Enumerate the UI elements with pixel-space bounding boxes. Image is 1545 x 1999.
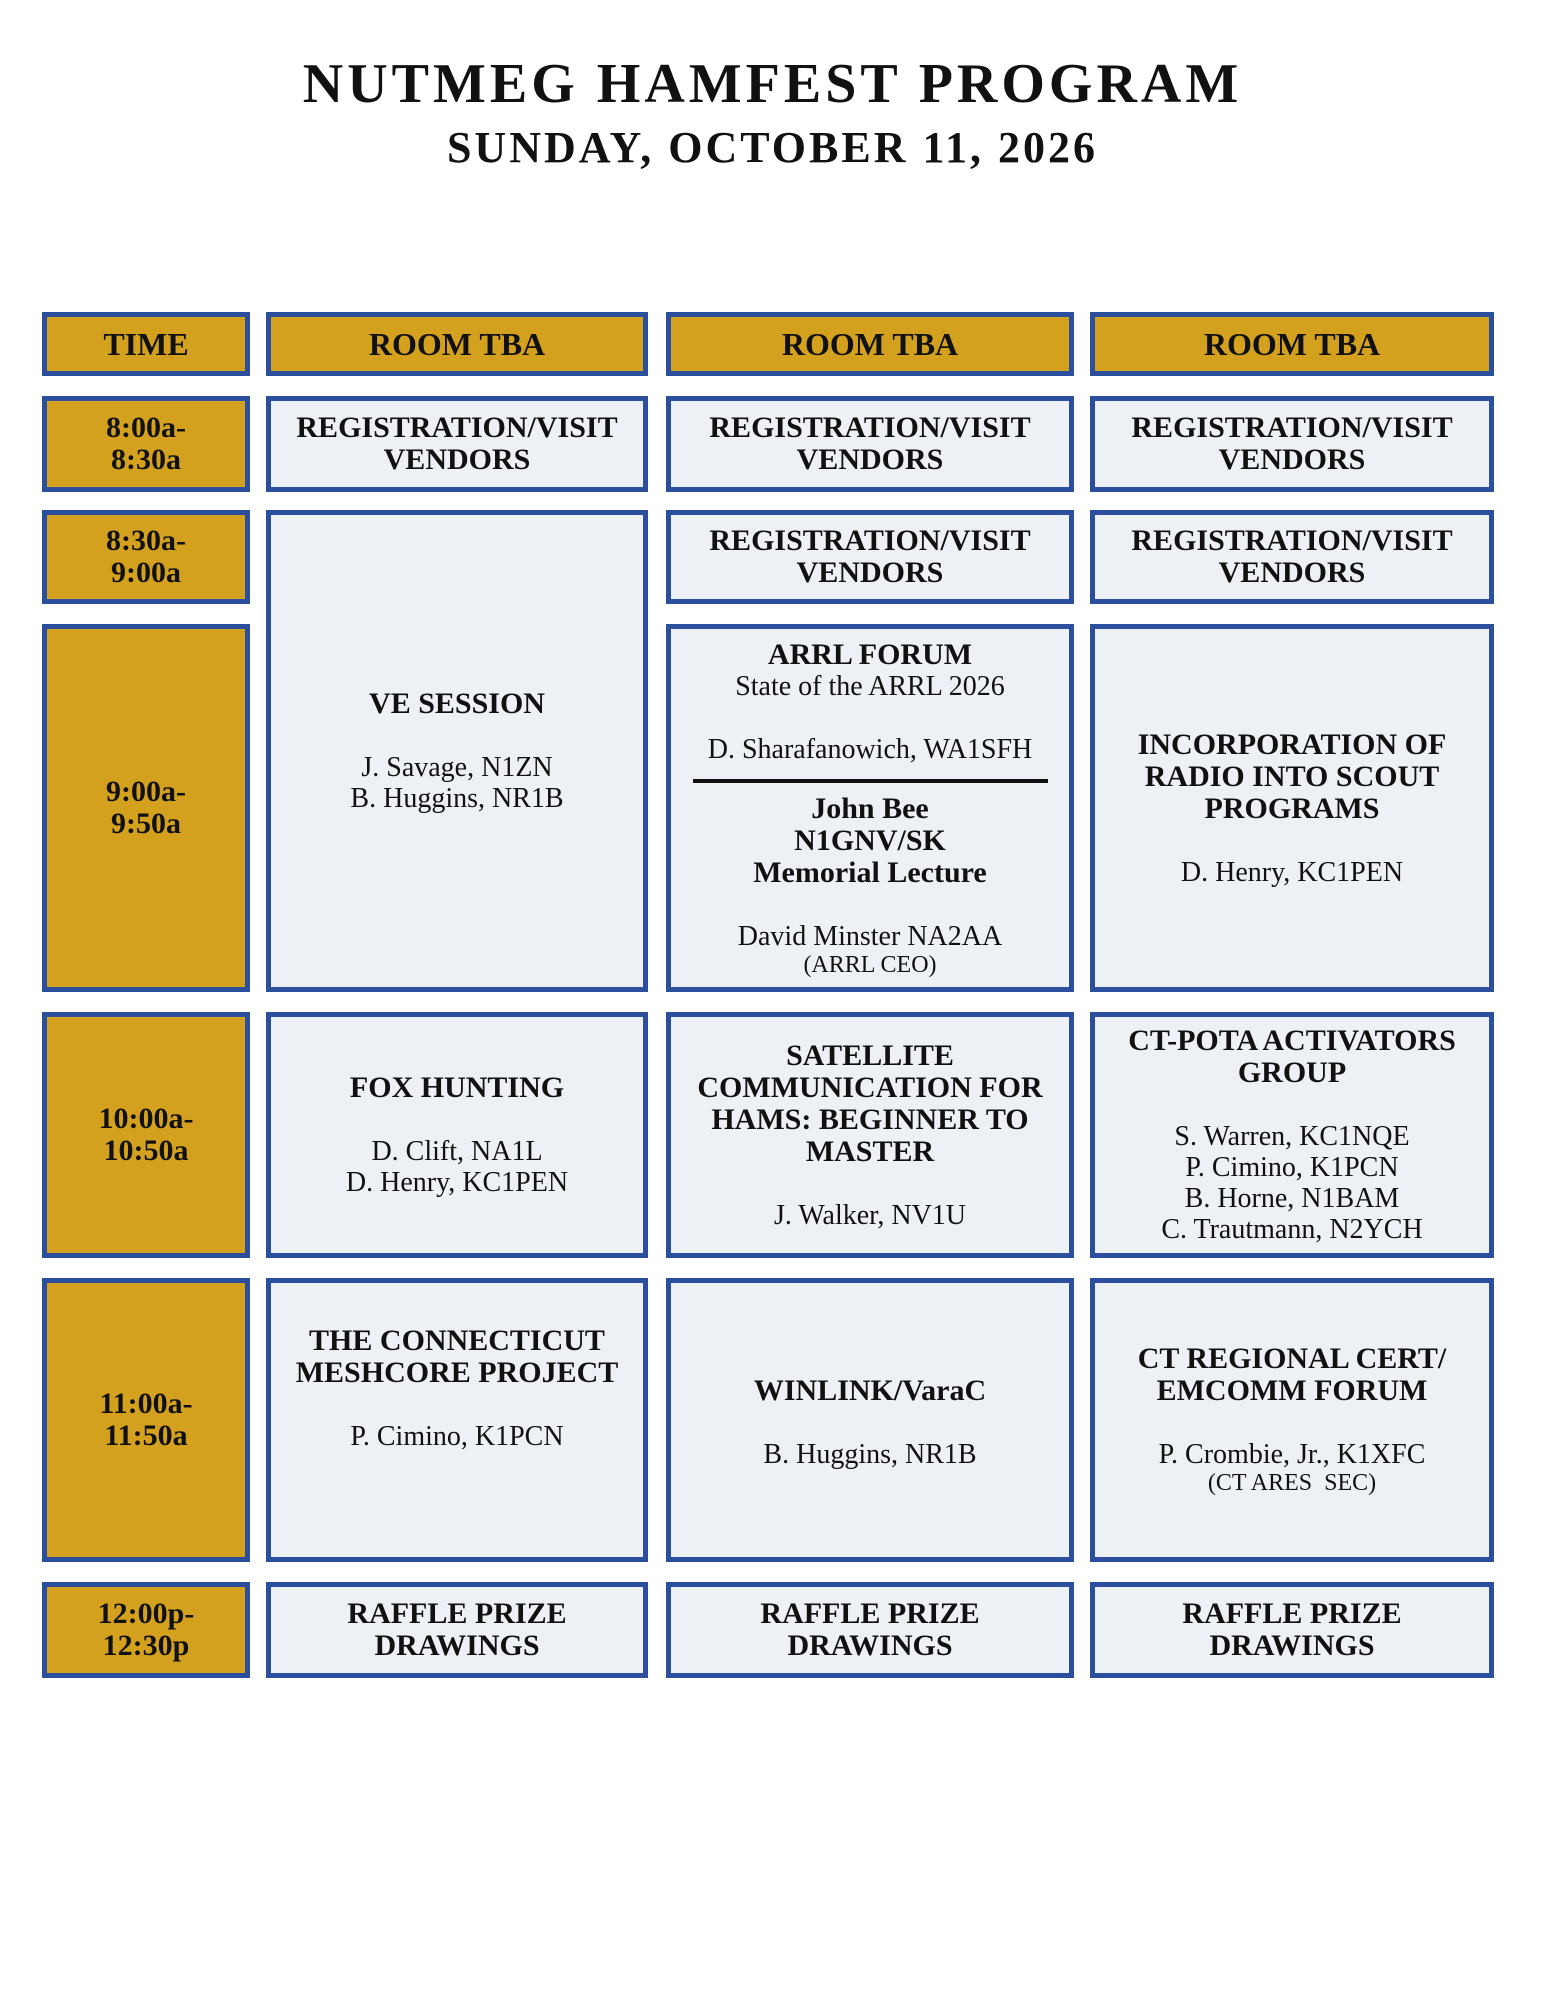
session-title-line: CT REGIONAL CERT/ xyxy=(1137,1342,1447,1375)
presenter: D. Sharafanowich, WA1SFH xyxy=(707,733,1033,765)
time-header-label: TIME xyxy=(103,325,189,362)
room-header-label: ROOM TBA xyxy=(368,325,546,362)
time-slot-0800 xyxy=(42,396,250,492)
session-raffle xyxy=(266,1582,648,1678)
divider xyxy=(693,779,1048,783)
session-title-line: RAFFLE PRIZE xyxy=(760,1597,980,1630)
session-subtitle: State of the ARRL 2026 xyxy=(735,670,1005,702)
session-title-line: REGISTRATION/VISIT xyxy=(1131,411,1453,444)
session-winlink xyxy=(666,1278,1074,1562)
session-title: FOX HUNTING xyxy=(349,1071,565,1104)
session-title-line: DRAWINGS xyxy=(374,1629,540,1662)
room-header-label: ROOM TBA xyxy=(781,325,959,362)
session-title-line: MASTER xyxy=(805,1134,935,1168)
session-fox-hunting xyxy=(266,1012,648,1258)
time-slot-1000 xyxy=(42,1012,250,1258)
session-ct-pota xyxy=(1090,1012,1494,1258)
time-slot-0830 xyxy=(42,510,250,604)
session-title-line: VENDORS xyxy=(796,556,944,589)
presenter: S. Warren, KC1NQE xyxy=(1174,1121,1410,1152)
session-title-line: REGISTRATION/VISIT xyxy=(709,411,1031,444)
presenter: J. Walker, NV1U xyxy=(773,1199,967,1231)
session-title-line: GROUP xyxy=(1237,1056,1347,1089)
session-title-line: VENDORS xyxy=(1218,556,1366,589)
page-subtitle: SUNDAY, OCTOBER 11, 2026 xyxy=(446,123,1099,172)
presenter: J. Savage, N1ZN xyxy=(361,752,553,783)
session-title-line: RAFFLE PRIZE xyxy=(1182,1597,1402,1630)
session-ve xyxy=(266,510,648,992)
session-title-line: VENDORS xyxy=(796,443,944,476)
session-title: WINLINK/VaraC xyxy=(753,1374,987,1407)
room-header-2 xyxy=(666,312,1074,376)
session-title-line: MESHCORE PROJECT xyxy=(295,1356,619,1389)
session-title-line: COMMUNICATION FOR xyxy=(697,1070,1043,1104)
time-start: 11:00a- xyxy=(99,1387,193,1420)
session-registration xyxy=(266,396,648,492)
session-raffle xyxy=(666,1582,1074,1678)
session-title-line: CT-POTA ACTIVATORS xyxy=(1128,1024,1456,1057)
presenter: B. Huggins, NR1B xyxy=(763,1439,977,1470)
presenter: D. Henry, KC1PEN xyxy=(1180,856,1404,888)
time-start: 8:00a- xyxy=(106,411,186,444)
time-start: 12:00p- xyxy=(97,1597,195,1630)
time-start: 9:00a- xyxy=(106,775,186,808)
room-header-1 xyxy=(266,312,648,376)
time-end: 9:00a xyxy=(111,556,181,589)
session-title-line: SATELLITE xyxy=(786,1038,954,1072)
lecture-title-line: N1GNV/SK xyxy=(794,823,946,857)
session-title-line: RAFFLE PRIZE xyxy=(347,1597,567,1630)
presenter: P. Crombie, Jr., K1XFC xyxy=(1158,1439,1426,1470)
session-arrl-forum xyxy=(666,624,1074,992)
session-meshcore xyxy=(266,1278,648,1562)
session-ct-cert xyxy=(1090,1278,1494,1562)
presenter: C. Trautmann, N2YCH xyxy=(1161,1214,1423,1245)
session-scout-radio xyxy=(1090,624,1494,992)
session-title-line: PROGRAMS xyxy=(1204,791,1380,825)
session-title-line: DRAWINGS xyxy=(1209,1629,1375,1662)
session-satellite xyxy=(666,1012,1074,1258)
presenter: P. Cimino, K1PCN xyxy=(350,1421,564,1452)
session-registration xyxy=(666,510,1074,604)
time-slot-1100 xyxy=(42,1278,250,1562)
time-slot-1200 xyxy=(42,1582,250,1678)
session-title-line: REGISTRATION/VISIT xyxy=(296,411,618,444)
presenter-note: (CT ARES SEC) xyxy=(1207,1470,1377,1496)
session-title-line: INCORPORATION OF xyxy=(1137,727,1447,761)
time-end: 8:30a xyxy=(111,443,181,476)
session-title-line: DRAWINGS xyxy=(787,1629,953,1662)
page-title: NUTMEG HAMFEST PROGRAM xyxy=(302,53,1243,115)
session-raffle xyxy=(1090,1582,1494,1678)
presenter: B. Huggins, NR1B xyxy=(350,783,564,814)
time-slot-0900 xyxy=(42,624,250,992)
presenter: D. Clift, NA1L xyxy=(371,1136,543,1167)
time-start: 8:30a- xyxy=(106,524,186,557)
session-registration xyxy=(666,396,1074,492)
session-title-line: THE CONNECTICUT xyxy=(309,1324,605,1357)
session-title-line: REGISTRATION/VISIT xyxy=(709,524,1031,557)
time-end: 10:50a xyxy=(103,1134,189,1167)
session-title-line: HAMS: BEGINNER TO xyxy=(711,1102,1029,1136)
time-end: 9:50a xyxy=(111,807,181,840)
session-title-line: EMCOMM FORUM xyxy=(1156,1374,1428,1407)
presenter: B. Horne, N1BAM xyxy=(1184,1183,1400,1214)
time-end: 11:50a xyxy=(104,1419,188,1452)
presenter: P. Cimino, K1PCN xyxy=(1185,1152,1399,1183)
time-start: 10:00a- xyxy=(98,1102,194,1135)
session-title-line: VENDORS xyxy=(383,443,531,476)
session-registration xyxy=(1090,396,1494,492)
session-title: VE SESSION xyxy=(369,687,545,720)
lecture-title-line: Memorial Lecture xyxy=(753,855,987,889)
lecture-title-line: John Bee xyxy=(811,791,929,825)
room-header-label: ROOM TBA xyxy=(1203,325,1381,362)
presenter: D. Henry, KC1PEN xyxy=(345,1167,569,1198)
presenter-note: (ARRL CEO) xyxy=(803,951,937,978)
time-header xyxy=(42,312,250,376)
presenter: David Minster NA2AA xyxy=(737,920,1003,952)
session-title-line: VENDORS xyxy=(1218,443,1366,476)
room-header-3 xyxy=(1090,312,1494,376)
session-title-line: RADIO INTO SCOUT xyxy=(1144,759,1440,793)
time-end: 12:30p xyxy=(102,1629,190,1662)
session-title: ARRL FORUM xyxy=(767,637,973,671)
session-title-line: REGISTRATION/VISIT xyxy=(1131,524,1453,557)
session-registration xyxy=(1090,510,1494,604)
